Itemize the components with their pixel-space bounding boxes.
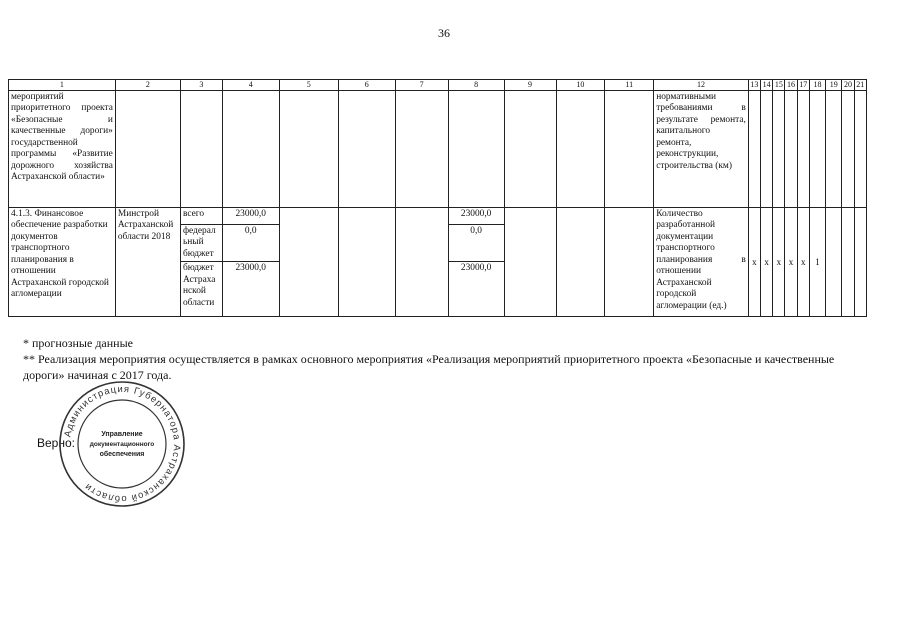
- col-header: 5: [279, 80, 338, 91]
- header-row: [9, 80, 867, 91]
- table-row: [9, 208, 867, 225]
- funding-source: бюджет Астраханской области: [180, 262, 222, 317]
- funding-amount: 23000,0: [448, 262, 504, 317]
- funding-amount: 23000,0: [448, 208, 504, 225]
- indicator-cell: Количество разработанной документации транспортного планирования в отношении Астраханской городской агломерации (ед.): [654, 208, 749, 317]
- program-table: [8, 79, 867, 317]
- col-header: 4: [222, 80, 279, 91]
- mark-cell: x: [785, 208, 797, 317]
- mark-cell: x: [748, 208, 760, 317]
- funding-amount: 23000,0: [222, 262, 279, 317]
- col-header: 13: [748, 80, 760, 91]
- funding-source: федеральный бюджет: [180, 225, 222, 262]
- col-header: 15: [773, 80, 785, 91]
- col-header: 12: [654, 80, 749, 91]
- funding-source: всего: [180, 208, 222, 225]
- footnotes: [23, 335, 853, 383]
- col-header: 20: [842, 80, 854, 91]
- funding-amount: 0,0: [448, 225, 504, 262]
- col-header: 10: [556, 80, 605, 91]
- svg-text:обеспечения: обеспечения: [99, 451, 145, 458]
- measure-name-cell: мероприятий приоритетного проекта «Безопасные и качественные дороги» государственной программы «Развитие дорожного хозяйства Астраханской области»: [9, 91, 116, 208]
- page-number: 36: [438, 26, 450, 40]
- col-header: 7: [395, 80, 448, 91]
- col-header: 2: [115, 80, 180, 91]
- footnote: * прогнозные данные: [23, 336, 133, 350]
- col-header: 16: [785, 80, 797, 91]
- table-row: [9, 91, 867, 208]
- measure-name-cell: 4.1.3. Финансовое обеспечение разработки документов транспортного планирования в отношении Астраханской городской агломерации: [9, 208, 116, 317]
- col-header: 17: [797, 80, 809, 91]
- col-header: 14: [761, 80, 773, 91]
- col-header: 1: [9, 80, 116, 91]
- col-header: 6: [338, 80, 395, 91]
- mark-cell: x: [797, 208, 809, 317]
- svg-text:Управление: Управление: [101, 431, 143, 438]
- funding-amount: 23000,0: [222, 208, 279, 225]
- stamp-outer-text: Администрация Губернатора Астраханской области: [62, 383, 183, 505]
- col-header: 3: [180, 80, 222, 91]
- col-header: 8: [448, 80, 504, 91]
- mark-cell: x: [773, 208, 785, 317]
- executor-cell: Минстрой Астраханской области 2018: [115, 208, 180, 317]
- footnote: ** Реализация мероприятия осуществляется в рамках основного мероприятия «Реализация мероприятий приоритетного проекта «Безопасные и качественные дороги» начиная с 2017 года.: [23, 352, 835, 382]
- col-header: 18: [809, 80, 825, 91]
- mark-cell: x: [761, 208, 773, 317]
- certification-label: Верно:: [37, 436, 75, 450]
- col-header: 21: [854, 80, 866, 91]
- col-header: 11: [605, 80, 654, 91]
- mark-cell: 1: [809, 208, 825, 317]
- official-stamp-icon: [58, 380, 186, 508]
- indicator-cell: нормативными требованиями в результате ремонта, капитального ремонта, реконструкции, строительства (км): [654, 91, 749, 208]
- funding-amount: 0,0: [222, 225, 279, 262]
- col-header: 19: [826, 80, 842, 91]
- col-header: 9: [504, 80, 556, 91]
- svg-text:документационного: документационного: [89, 441, 155, 448]
